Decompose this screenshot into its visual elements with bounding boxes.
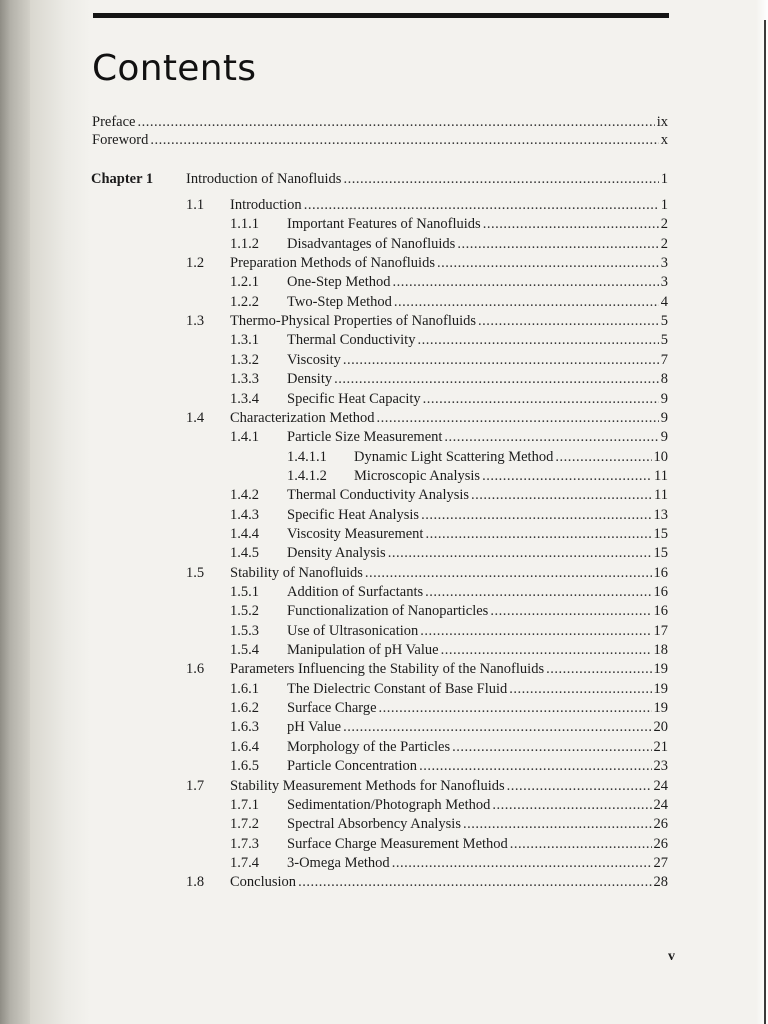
toc-entry-title: Conclusion (230, 874, 297, 890)
toc-entry-page: 1 (660, 197, 668, 213)
section-number: 1.1.2 (230, 236, 259, 252)
dot-leader (334, 370, 659, 388)
toc-entry-preface[interactable] (92, 113, 668, 131)
toc-entry[interactable] (287, 602, 668, 620)
toc-entry-foreword[interactable] (92, 131, 668, 149)
dot-leader (420, 622, 651, 640)
toc-entry-page: 16 (653, 584, 668, 600)
toc-entry[interactable] (287, 544, 668, 562)
dot-leader (419, 757, 651, 775)
section-number: 1.4.2 (230, 487, 259, 503)
dot-leader (137, 113, 654, 131)
section-number: 1.3.2 (230, 352, 259, 368)
dot-leader (423, 390, 659, 408)
chapter-page: 1 (660, 171, 668, 187)
dot-leader (441, 641, 652, 659)
dot-leader (471, 486, 652, 504)
toc-entry-title: Stability Measurement Methods for Nanofluids (230, 778, 505, 794)
toc-entry-page: 15 (653, 545, 668, 561)
toc-entry[interactable] (287, 854, 668, 872)
section-number: 1.7.3 (230, 836, 259, 852)
toc-entry-page: 3 (660, 255, 668, 271)
toc-entry-page: 27 (653, 855, 668, 871)
toc-entry[interactable] (287, 390, 668, 408)
dot-leader (421, 506, 651, 524)
dot-leader (377, 409, 659, 427)
dot-leader (150, 131, 658, 149)
toc-entry-page: 7 (660, 352, 668, 368)
toc-entry[interactable] (287, 235, 668, 253)
toc-entry[interactable] (287, 718, 668, 736)
section-number: 1.5.3 (230, 623, 259, 639)
toc-entry[interactable] (287, 738, 668, 756)
section-number: 1.3.4 (230, 391, 259, 407)
section-number: 1.4 (186, 410, 205, 426)
toc-entry[interactable] (287, 680, 668, 698)
toc-entry[interactable] (287, 641, 668, 659)
toc-entry-page: 2 (660, 236, 668, 252)
section-number: 1.1 (186, 197, 205, 213)
toc-entry-page: ix (656, 114, 668, 130)
dot-leader (463, 815, 652, 833)
toc-entry-page: x (660, 132, 668, 148)
chapter-label: Chapter 1 (91, 171, 154, 187)
toc-entry-title: Foreword (92, 132, 149, 148)
section-number: 1.6 (186, 661, 205, 677)
dot-leader (425, 583, 651, 601)
dot-leader (555, 448, 651, 466)
toc-entry-page: 4 (660, 294, 668, 310)
section-number: 1.7.4 (230, 855, 259, 871)
toc-entry-page: 11 (654, 468, 668, 484)
dot-leader (343, 351, 659, 369)
dot-leader (546, 660, 651, 678)
dot-leader (483, 215, 659, 233)
toc-entry[interactable] (287, 583, 668, 601)
toc-entry-title: Specific Heat Capacity (287, 391, 421, 407)
toc-entry-title: Particle Size Measurement (287, 429, 443, 445)
section-number: 1.7 (186, 778, 205, 794)
section-number: 1.5.4 (230, 642, 259, 658)
toc-entry-page: 21 (653, 739, 668, 755)
toc-entry[interactable] (230, 660, 668, 678)
toc-entry-page: 3 (660, 274, 668, 290)
toc-entry[interactable] (287, 757, 668, 775)
dot-leader (510, 835, 652, 853)
toc-entry-title: Preface (92, 114, 136, 130)
toc-entry[interactable] (230, 777, 668, 795)
section-number: 1.5.2 (230, 603, 259, 619)
toc-entry[interactable] (230, 409, 668, 427)
chapter-title: Introduction of Nanofluids (186, 171, 342, 187)
toc-entry[interactable] (287, 835, 668, 853)
toc-entry-page: 24 (653, 778, 668, 794)
section-number: 1.7.1 (230, 797, 259, 813)
dot-leader (393, 273, 659, 291)
toc-entry-title: Density Analysis (287, 545, 386, 561)
toc-entry-title: Functionalization of Nanoparticles (287, 603, 489, 619)
section-number: 1.2.2 (230, 294, 259, 310)
section-number: 1.3.3 (230, 371, 259, 387)
page-folio: v (668, 949, 675, 964)
toc-entry[interactable] (230, 873, 668, 891)
dot-leader (492, 796, 651, 814)
toc-entry-title: Sedimentation/Photograph Method (287, 797, 491, 813)
toc-entry-title: Specific Heat Analysis (287, 507, 420, 523)
toc-entry-title: Particle Concentration (287, 758, 418, 774)
toc-entry[interactable] (287, 370, 668, 388)
toc-entry[interactable] (354, 467, 668, 485)
dot-leader (490, 602, 651, 620)
toc-entry-title: Viscosity Measurement (287, 526, 424, 542)
toc-entry-page: 24 (653, 797, 668, 813)
section-number: 1.5 (186, 565, 205, 581)
section-number: 1.6.2 (230, 700, 259, 716)
toc-entry-page: 23 (653, 758, 668, 774)
toc-entry-page: 16 (653, 603, 668, 619)
toc-entry-title: Introduction (230, 197, 302, 213)
toc-entry-title: Spectral Absorbency Analysis (287, 816, 461, 832)
toc-entry-title: Addition of Surfactants (287, 584, 424, 600)
section-number: 1.4.3 (230, 507, 259, 523)
toc-entry[interactable] (230, 564, 668, 582)
toc-entry[interactable] (287, 351, 668, 369)
toc-entry-title: Characterization Method (230, 410, 375, 426)
toc-entry[interactable] (287, 525, 668, 543)
toc-entry-page: 26 (653, 836, 668, 852)
dot-leader (444, 428, 658, 446)
section-number: 1.2.1 (230, 274, 259, 290)
toc-entry-title: Morphology of the Particles (287, 739, 451, 755)
toc-entry-page: 9 (660, 391, 668, 407)
toc-entry-title: Use of Ultrasonication (287, 623, 419, 639)
toc-entry-page: 18 (653, 642, 668, 658)
toc-entry[interactable] (287, 215, 668, 233)
toc-entry-title: Density (287, 371, 333, 387)
toc-entry[interactable] (287, 796, 668, 814)
section-number: 1.4.1 (230, 429, 259, 445)
dot-leader (392, 854, 652, 872)
toc-entry-page: 9 (660, 429, 668, 445)
dot-leader (304, 196, 659, 214)
dot-leader (478, 312, 659, 330)
section-number: 1.4.1.2 (287, 468, 327, 484)
toc-entry-title: pH Value (287, 719, 342, 735)
toc-entry-page: 11 (654, 487, 668, 503)
toc-entry-title: Thermal Conductivity (287, 332, 416, 348)
dot-leader (343, 170, 658, 188)
toc-entry-page: 28 (653, 874, 668, 890)
dot-leader (425, 525, 651, 543)
toc-entry[interactable] (287, 293, 668, 311)
toc-entry[interactable] (287, 428, 668, 446)
dot-leader (379, 699, 652, 717)
toc-entry-title: 3-Omega Method (287, 855, 390, 871)
section-number: 1.5.1 (230, 584, 259, 600)
toc-entry-title: Surface Charge Measurement Method (287, 836, 508, 852)
toc-entry-title: Important Features of Nanofluids (287, 216, 481, 232)
toc-entry-title: Stability of Nanofluids (230, 565, 363, 581)
toc-entry-title: Viscosity (287, 352, 341, 368)
toc-entry-title: Dynamic Light Scattering Method (354, 449, 554, 465)
dot-leader (457, 235, 658, 253)
dot-leader (452, 738, 651, 756)
section-number: 1.6.1 (230, 681, 259, 697)
dot-leader (509, 680, 651, 698)
toc-entry[interactable] (230, 196, 668, 214)
dot-leader (394, 293, 659, 311)
section-number: 1.8 (186, 874, 205, 890)
dot-leader (507, 777, 652, 795)
toc-entry[interactable] (287, 815, 668, 833)
toc-entry-page: 5 (660, 313, 668, 329)
dot-leader (388, 544, 652, 562)
toc-entry-title: Microscopic Analysis (354, 468, 481, 484)
dot-leader (417, 331, 658, 349)
toc-entry-title: Two-Step Method (287, 294, 392, 310)
toc-entry-page: 5 (660, 332, 668, 348)
toc-entry[interactable] (287, 486, 668, 504)
toc-entry-title: Surface Charge (287, 700, 377, 716)
section-number: 1.4.1.1 (287, 449, 327, 465)
toc-entry-page: 13 (653, 507, 668, 523)
section-number: 1.6.4 (230, 739, 259, 755)
toc-entry-title: One-Step Method (287, 274, 391, 290)
toc-entry-title: Parameters Influencing the Stability of the Nanofluids (230, 661, 545, 677)
dot-leader (298, 873, 651, 891)
toc-entry[interactable] (287, 331, 668, 349)
section-number: 1.3 (186, 313, 205, 329)
toc-entry-chapter-1[interactable] (186, 170, 668, 188)
toc-entry-page: 19 (653, 661, 668, 677)
toc-entry-page: 26 (653, 816, 668, 832)
section-number: 1.3.1 (230, 332, 259, 348)
toc-entry-title: Thermo-Physical Properties of Nanofluids (230, 313, 477, 329)
toc-entry[interactable] (230, 254, 668, 272)
toc-entry-page: 19 (653, 681, 668, 697)
section-number: 1.1.1 (230, 216, 259, 232)
section-number: 1.4.5 (230, 545, 259, 561)
toc-entry-page: 19 (653, 700, 668, 716)
toc-entry[interactable] (354, 448, 668, 466)
toc-entry-title: Disadvantages of Nanofluids (287, 236, 456, 252)
section-number: 1.6.5 (230, 758, 259, 774)
page-title: Contents (92, 48, 257, 89)
section-number: 1.2 (186, 255, 205, 271)
toc-entry-title: Manipulation of pH Value (287, 642, 439, 658)
toc-entry[interactable] (230, 312, 668, 330)
section-number: 1.6.3 (230, 719, 259, 735)
section-number: 1.7.2 (230, 816, 259, 832)
toc-entry-page: 2 (660, 216, 668, 232)
toc-entry-page: 15 (653, 526, 668, 542)
toc-entry-page: 10 (653, 449, 668, 465)
toc-entry-title: Preparation Methods of Nanofluids (230, 255, 435, 271)
dot-leader (437, 254, 659, 272)
section-number: 1.4.4 (230, 526, 259, 542)
toc-entry-title: Thermal Conductivity Analysis (287, 487, 470, 503)
dot-leader (482, 467, 652, 485)
toc-entry-page: 8 (660, 371, 668, 387)
dot-leader (365, 564, 652, 582)
toc-entry-title: The Dielectric Constant of Base Fluid (287, 681, 508, 697)
toc-entry-page: 17 (653, 623, 668, 639)
dot-leader (343, 718, 651, 736)
toc-entry[interactable] (287, 273, 668, 291)
toc-entry-page: 20 (653, 719, 668, 735)
toc-entry-page: 16 (653, 565, 668, 581)
toc-entry[interactable] (287, 699, 668, 717)
toc-entry-page: 9 (660, 410, 668, 426)
toc-entry[interactable] (287, 506, 668, 524)
toc-entry[interactable] (287, 622, 668, 640)
